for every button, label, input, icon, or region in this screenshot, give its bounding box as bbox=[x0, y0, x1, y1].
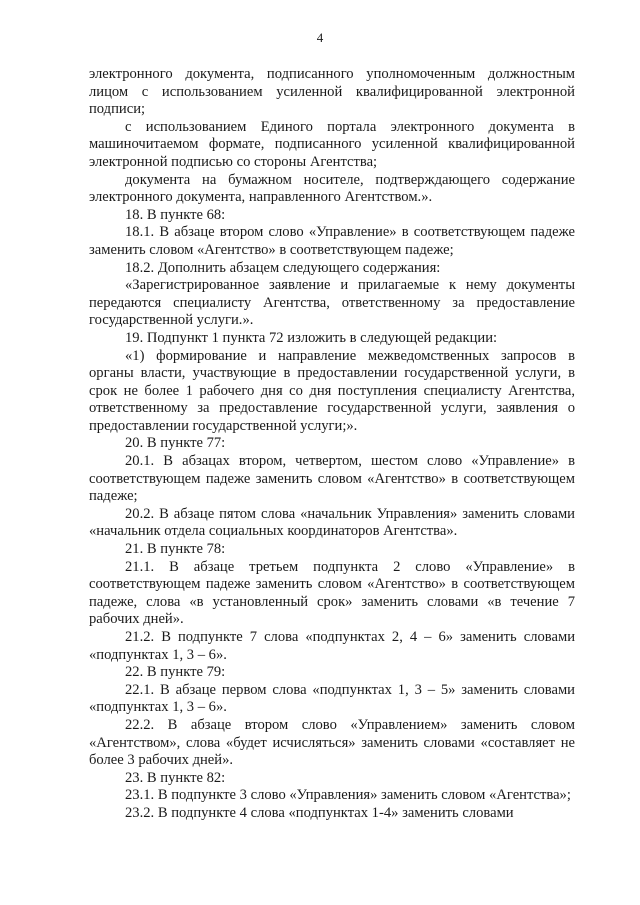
paragraph: «Зарегистрированное заявление и прилагаемые к нему документы передаются специалисту Агентства, ответственному за предоставление государственной услуги.». bbox=[89, 277, 575, 329]
paragraph: 19. Подпункт 1 пункта 72 изложить в следующей редакции: bbox=[125, 329, 498, 346]
paragraph: 20.1. В абзацах втором, четвертом, шестом слово «Управление» в соответствующем падеже заменить словом «Агентство» в соответствующем падеже; bbox=[89, 453, 575, 505]
paragraph: 18.1. В абзаце втором слово «Управление» в соответствующем падеже заменить словом «Агентство» в соответствующем падеже; bbox=[89, 224, 575, 258]
paragraph: 21. В пункте 78: bbox=[125, 541, 226, 558]
paragraph: электронного документа, подписанного уполномоченным должностным лицом с использованием усиленной квалифицированной электронной подписи; bbox=[89, 66, 575, 118]
paragraph: 20. В пункте 77: bbox=[125, 435, 226, 452]
paragraph: 23.1. В подпункте 3 слово «Управления» заменить словом «Агентства»; bbox=[125, 787, 571, 804]
paragraph: 18.2. Дополнить абзацем следующего содержания: bbox=[125, 259, 441, 276]
paragraph: 18. В пункте 68: bbox=[125, 206, 226, 223]
paragraph: «1) формирование и направление межведомственных запросов в органы власти, участвующие в предоставлении государственной услуги, в срок не более 1 рабочего дня со дня поступления специалисту Агентства, ответственному за предоставление государственной услуги, заявления о предоставлении государственной услуги;». bbox=[89, 347, 575, 434]
paragraph: документа на бумажном носителе, подтверждающего содержание электронного документа, направленного Агентством.». bbox=[89, 171, 575, 206]
paragraph: 20.2. В абзаце пятом слова «начальник Управления» заменить словами «начальник отдела социальных координаторов Агентства». bbox=[89, 505, 575, 540]
paragraph: 22. В пункте 79: bbox=[125, 664, 226, 681]
document-body bbox=[89, 66, 575, 823]
page-number: 4 bbox=[316, 30, 324, 45]
paragraph: 23.2. В подпункте 4 слова «подпунктах 1-4» заменить словами bbox=[125, 804, 514, 821]
paragraph: 21.2. В подпункте 7 слова «подпунктах 2, 4 – 6» заменить словами «подпунктах 1, 3 – 6». bbox=[89, 629, 575, 663]
paragraph: 21.1. В абзаце третьем подпункта 2 слово «Управление» в соответствующем падеже заменить словом «Агентство» в соответствующем падеже, слова «в установленный срок» заменить словами «в течение 7 рабочих дней». bbox=[89, 558, 575, 628]
paragraph: 23. В пункте 82: bbox=[125, 769, 226, 786]
paragraph: 22.2. В абзаце втором слово «Управлением» заменить словом «Агентством», слова «будет исчисляться» заменить словами «составляет не более 3 рабочих дней». bbox=[89, 716, 575, 769]
paragraph: с использованием Единого портала электронного документа в машиночитаемом формате, подписанного усиленной квалифицированной электронной подписью со стороны Агентства; bbox=[89, 118, 575, 170]
paragraph: 22.1. В абзаце первом слова «подпунктах 1, 3 – 5» заменить словами «подпунктах 1, 3 – 6». bbox=[89, 681, 575, 716]
